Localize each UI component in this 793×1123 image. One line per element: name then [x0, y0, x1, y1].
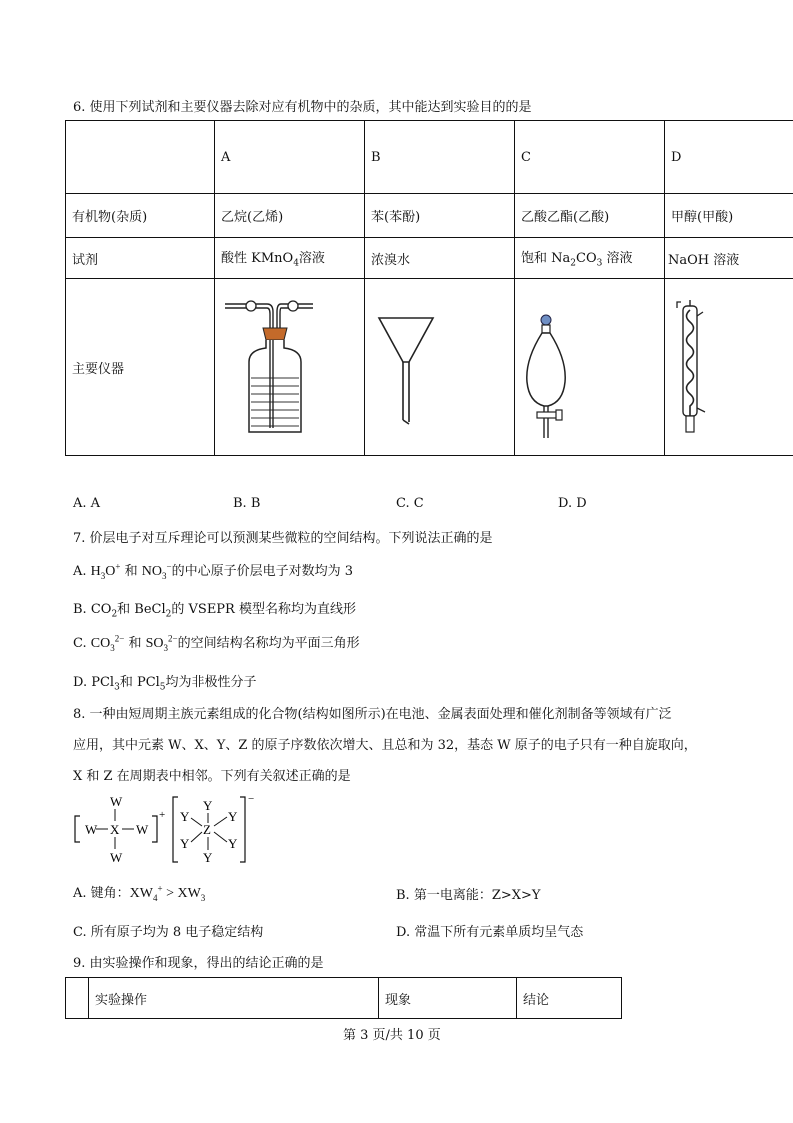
q6-option-b: B. B	[233, 496, 261, 511]
atom-y-left-bottom: Y	[180, 836, 190, 851]
q7-option-d	[73, 671, 257, 693]
gas-washing-bottle-icon	[221, 290, 321, 440]
atom-w-right: W	[136, 822, 149, 837]
table-cell: 实验操作	[89, 978, 379, 1019]
table-cell	[515, 238, 665, 279]
option-text: 均为非极性分子	[165, 675, 257, 690]
table-cell: A	[215, 121, 365, 194]
q8-option-c: C. 所有原子均为 8 电子稳定结构	[73, 925, 264, 940]
table-cell	[215, 238, 365, 279]
table-cell: 乙烷(乙烯)	[215, 194, 365, 238]
formula	[129, 883, 206, 903]
option-prefix: A.	[73, 564, 87, 579]
q8-line-1: 8. 一种由短周期主族元素组成的化合物(结构如图所示)在电池、金属表面处理和催化剂制备等领域有广泛	[73, 707, 672, 722]
option-text: 和 PCl	[119, 675, 160, 690]
q8-line-3: X 和 Z 在周期表中相邻。下列有关叙述正确的是	[73, 769, 351, 784]
subscript: 2	[111, 609, 118, 620]
subscript: 3	[110, 642, 115, 653]
bracket-left	[173, 797, 178, 862]
row-label: 试剂	[66, 238, 215, 279]
row-label: 有机物(杂质)	[66, 194, 215, 238]
table-cell	[515, 279, 665, 456]
bond	[191, 832, 202, 842]
reagent-a-tail: 溶液	[298, 251, 325, 267]
subscript: 3	[200, 892, 206, 903]
formula-part: O	[105, 564, 116, 579]
table-cell: 浓溴水	[365, 238, 515, 279]
table-cell: NaOH 溶液	[665, 238, 793, 279]
subscript: 3	[163, 642, 168, 653]
q8-option-b: B. 第一电离能：Z>X>Y	[396, 888, 541, 903]
option-text: B. CO	[73, 602, 112, 617]
q6-table	[65, 120, 793, 456]
subscript: 2	[570, 258, 576, 269]
option-prefix: C.	[73, 636, 87, 651]
subscript: 3	[100, 570, 106, 581]
q9-table	[65, 977, 622, 1019]
atom-y-bottom: Y	[203, 850, 213, 865]
q7-option-b	[73, 598, 356, 620]
reagent-c: 饱和 Na	[521, 251, 571, 267]
reagent-c-tail: 溶液	[602, 251, 633, 267]
q8-line-2: 应用，其中元素 W、X、Y、Z 的原子序数依次增大、且总和为 32，基态 W 原子的电子只有一种自旋取向，	[73, 738, 697, 753]
charge-minus: −	[248, 793, 255, 805]
subscript: 4	[152, 892, 158, 903]
option-text: A. 键角：	[73, 886, 130, 901]
atom-x: X	[110, 822, 120, 837]
ionic-structure-diagram	[72, 792, 262, 866]
q9-title: 9. 由实验操作和现象，得出的结论正确的是	[73, 956, 324, 971]
comparison: >	[162, 886, 178, 901]
subscript: 3	[162, 570, 167, 581]
table-row	[66, 238, 793, 279]
table-cell	[215, 279, 365, 456]
option-text: 的空间结构名称均为平面三角形	[177, 636, 360, 651]
q8-option-a	[73, 882, 205, 903]
table-cell: 现象	[379, 978, 517, 1019]
table-cell: B	[365, 121, 515, 194]
superscript: 2−	[114, 633, 125, 644]
formula-part: XW	[177, 886, 201, 901]
bracket-right	[240, 797, 245, 862]
table-cell: 结论	[517, 978, 622, 1019]
subscript: 3	[596, 258, 603, 269]
condenser-icon	[671, 290, 731, 440]
table-cell	[665, 279, 793, 456]
atom-w-left: W	[85, 822, 98, 837]
atom-y-top: Y	[203, 798, 213, 813]
page-footer: 第 3 页/共 10 页	[343, 1028, 441, 1043]
formula-part: H	[90, 564, 101, 579]
table-cell	[365, 279, 515, 456]
atom-w-top: W	[110, 794, 123, 809]
subscript: 3	[114, 682, 120, 693]
charge-plus: +	[159, 809, 166, 821]
option-text: 的中心原子价层电子对数均为 3	[171, 564, 354, 579]
table-cell: 乙酸乙酯(乙酸)	[515, 194, 665, 238]
reagent-a: 酸性 KMnO	[221, 251, 294, 267]
formula	[90, 561, 121, 581]
atom-y-right-top: Y	[228, 809, 238, 824]
bond	[191, 818, 202, 826]
funnel-icon	[371, 290, 451, 440]
formula	[145, 633, 178, 653]
bracket-right	[152, 816, 157, 842]
formula	[90, 633, 125, 653]
superscript: 2−	[168, 633, 178, 644]
table-row	[66, 279, 793, 456]
bracket-left	[75, 816, 80, 842]
atom-y-right-bottom: Y	[228, 836, 238, 851]
formula	[141, 561, 172, 581]
subscript: 5	[159, 682, 166, 693]
subscript: 4	[293, 258, 299, 269]
option-text: 的 VSEPR 模型名称均为直线形	[171, 602, 356, 617]
q7-option-a	[73, 560, 353, 581]
superscript: +	[157, 883, 163, 894]
connector: 和	[128, 636, 142, 651]
formula-part: NO	[141, 564, 163, 579]
table-row	[66, 121, 793, 194]
superscript: +	[115, 561, 121, 572]
q6-option-a: A. A	[73, 496, 101, 511]
row-label: 主要仪器	[66, 279, 215, 456]
q6-option-d: D. D	[558, 496, 587, 511]
q7-option-c	[73, 632, 360, 653]
superscript: −	[166, 561, 172, 572]
table-row	[66, 978, 622, 1019]
table-cell	[66, 121, 215, 194]
bond	[214, 832, 227, 842]
formula-part: SO	[145, 636, 164, 651]
table-cell: C	[515, 121, 665, 194]
formula-part: CO	[90, 636, 111, 651]
bond	[214, 817, 227, 826]
separatory-funnel-icon	[521, 290, 601, 440]
atom-z: Z	[203, 822, 211, 837]
table-cell: 苯(苯酚)	[365, 194, 515, 238]
table-row	[66, 194, 793, 238]
subscript: 2	[165, 609, 172, 620]
atom-y-left-top: Y	[180, 809, 190, 824]
table-cell: D	[665, 121, 793, 194]
table-cell: 甲醇(甲酸)	[665, 194, 793, 238]
formula-part: XW	[129, 886, 153, 901]
connector: 和	[124, 564, 138, 579]
q7-title: 7. 价层电子对互斥理论可以预测某些微粒的空间结构。下列说法正确的是	[73, 531, 493, 546]
table-cell	[66, 978, 89, 1019]
atom-w-bottom: W	[110, 850, 123, 865]
q8-option-d: D. 常温下所有元素单质均呈气态	[396, 925, 584, 940]
reagent-c-mid: CO	[576, 251, 597, 267]
q6-option-c: C. C	[396, 496, 424, 511]
option-text: D. PCl	[73, 675, 115, 690]
q6-title: 6. 使用下列试剂和主要仪器去除对应有机物中的杂质，其中能达到实验目的的是	[73, 100, 532, 115]
option-text: 和 BeCl	[117, 602, 166, 617]
